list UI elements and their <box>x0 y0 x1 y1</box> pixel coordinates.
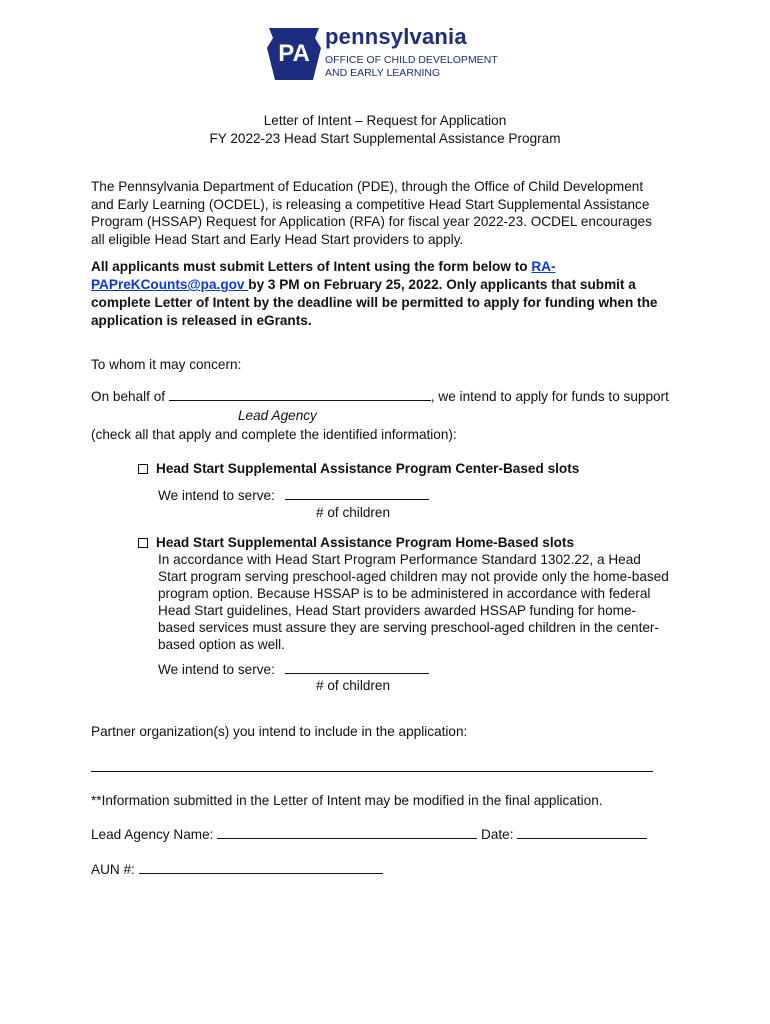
home-serve-line <box>158 661 429 679</box>
home-based-option <box>138 534 574 552</box>
home-desc-line-5: based services must assure they are serving preschool-aged children in the center- <box>158 620 659 635</box>
home-based-label: Head Start Supplemental Assistance Program Home-Based slots <box>156 535 575 550</box>
title-line-2: FY 2022-23 Head Start Supplemental Assistance Program <box>209 131 561 146</box>
center-serve-line <box>158 487 429 505</box>
pa-ocdel-logo <box>266 24 506 84</box>
center-based-label: Head Start Supplemental Assistance Program Center-Based slots <box>156 461 580 476</box>
aun-label: AUN #: <box>91 862 135 877</box>
notice-deadline-text: by 3 PM on February 25, 2022. Only applicants that submit a <box>248 277 636 292</box>
behalf-line <box>91 388 669 406</box>
intro-line-2: and Early Learning (OCDEL), is releasing a competitive Head Start Supplemental Assistance <box>91 196 650 212</box>
intro-line-1: The Pennsylvania Department of Education (PDE), through the Office of Child Development <box>91 179 644 194</box>
date-blank[interactable] <box>517 826 647 839</box>
info-note: **Information submitted in the Letter of Intent may be modified in the final application. <box>91 793 603 808</box>
center-based-option <box>138 460 579 478</box>
keystone-text: PA <box>278 40 310 67</box>
home-serve-label: We intend to serve: <box>158 662 275 677</box>
intro-line-4: all eligible Head Start and Early Head Start providers to apply. <box>91 231 464 247</box>
home-desc-line-2: Start program serving preschool-aged children may not provide only the home-based <box>158 569 669 584</box>
notice-line-1 <box>91 258 555 276</box>
center-serve-label: We intend to serve: <box>158 488 275 503</box>
partner-blank[interactable] <box>91 771 653 772</box>
logo-name: pennsylvania <box>325 24 467 49</box>
home-children-blank[interactable] <box>285 661 429 674</box>
home-desc-line-4: Head Start guidelines, Head Start providers awarded HSSAP funding for home- <box>158 603 637 618</box>
center-children-caption: # of children <box>316 505 391 520</box>
logo-office-line1: OFFICE OF CHILD DEVELOPMENT <box>325 54 498 66</box>
home-based-checkbox[interactable] <box>138 538 148 548</box>
lead-agency-name-line <box>91 826 647 844</box>
home-desc-line-3: program option. Because HSSAP is to be administered in accordance with federal <box>158 586 651 601</box>
title-line-1: Letter of Intent – Request for Application <box>263 113 507 128</box>
lead-agency-name-blank[interactable] <box>217 826 477 839</box>
date-label: Date: <box>481 827 514 842</box>
check-instruction: (check all that apply and complete the identified information): <box>91 427 457 442</box>
email-link-part1[interactable]: RA- <box>531 259 556 274</box>
email-link-part2[interactable]: PAPreKCounts@pa.gov <box>91 277 249 292</box>
salutation: To whom it may concern: <box>91 357 242 372</box>
home-desc-line-6: based option as well. <box>158 637 285 652</box>
partner-label: Partner organization(s) you intend to include in the application: <box>91 724 468 739</box>
center-children-blank[interactable] <box>285 487 429 500</box>
aun-blank[interactable] <box>139 861 383 874</box>
home-desc-line-1: In accordance with Head Start Program Performance Standard 1302.22, a Head <box>158 552 641 567</box>
center-based-checkbox[interactable] <box>138 464 148 474</box>
notice-line-3: complete Letter of Intent by the deadline will be permitted to apply for funding when the <box>91 295 658 310</box>
intro-line-3: Program (HSSAP) Request for Application (RFA) for fiscal year 2022-23. OCDEL encourages <box>91 214 652 229</box>
lead-agency-blank[interactable] <box>169 388 431 401</box>
home-children-caption: # of children <box>316 678 391 693</box>
notice-text-pre: All applicants must submit Letters of Intent using the form below to <box>91 259 532 274</box>
behalf-post-text: , we intend to apply for funds to support <box>430 389 669 404</box>
notice-line-4: application is released in eGrants. <box>91 313 312 328</box>
lead-agency-name-label: Lead Agency Name: <box>91 827 214 842</box>
behalf-pre-text: On behalf of <box>91 389 166 404</box>
logo-office-line2: AND EARLY LEARNING <box>325 67 441 79</box>
lead-agency-caption: Lead Agency <box>238 408 317 423</box>
notice-line-2 <box>91 276 636 294</box>
aun-line <box>91 861 383 879</box>
